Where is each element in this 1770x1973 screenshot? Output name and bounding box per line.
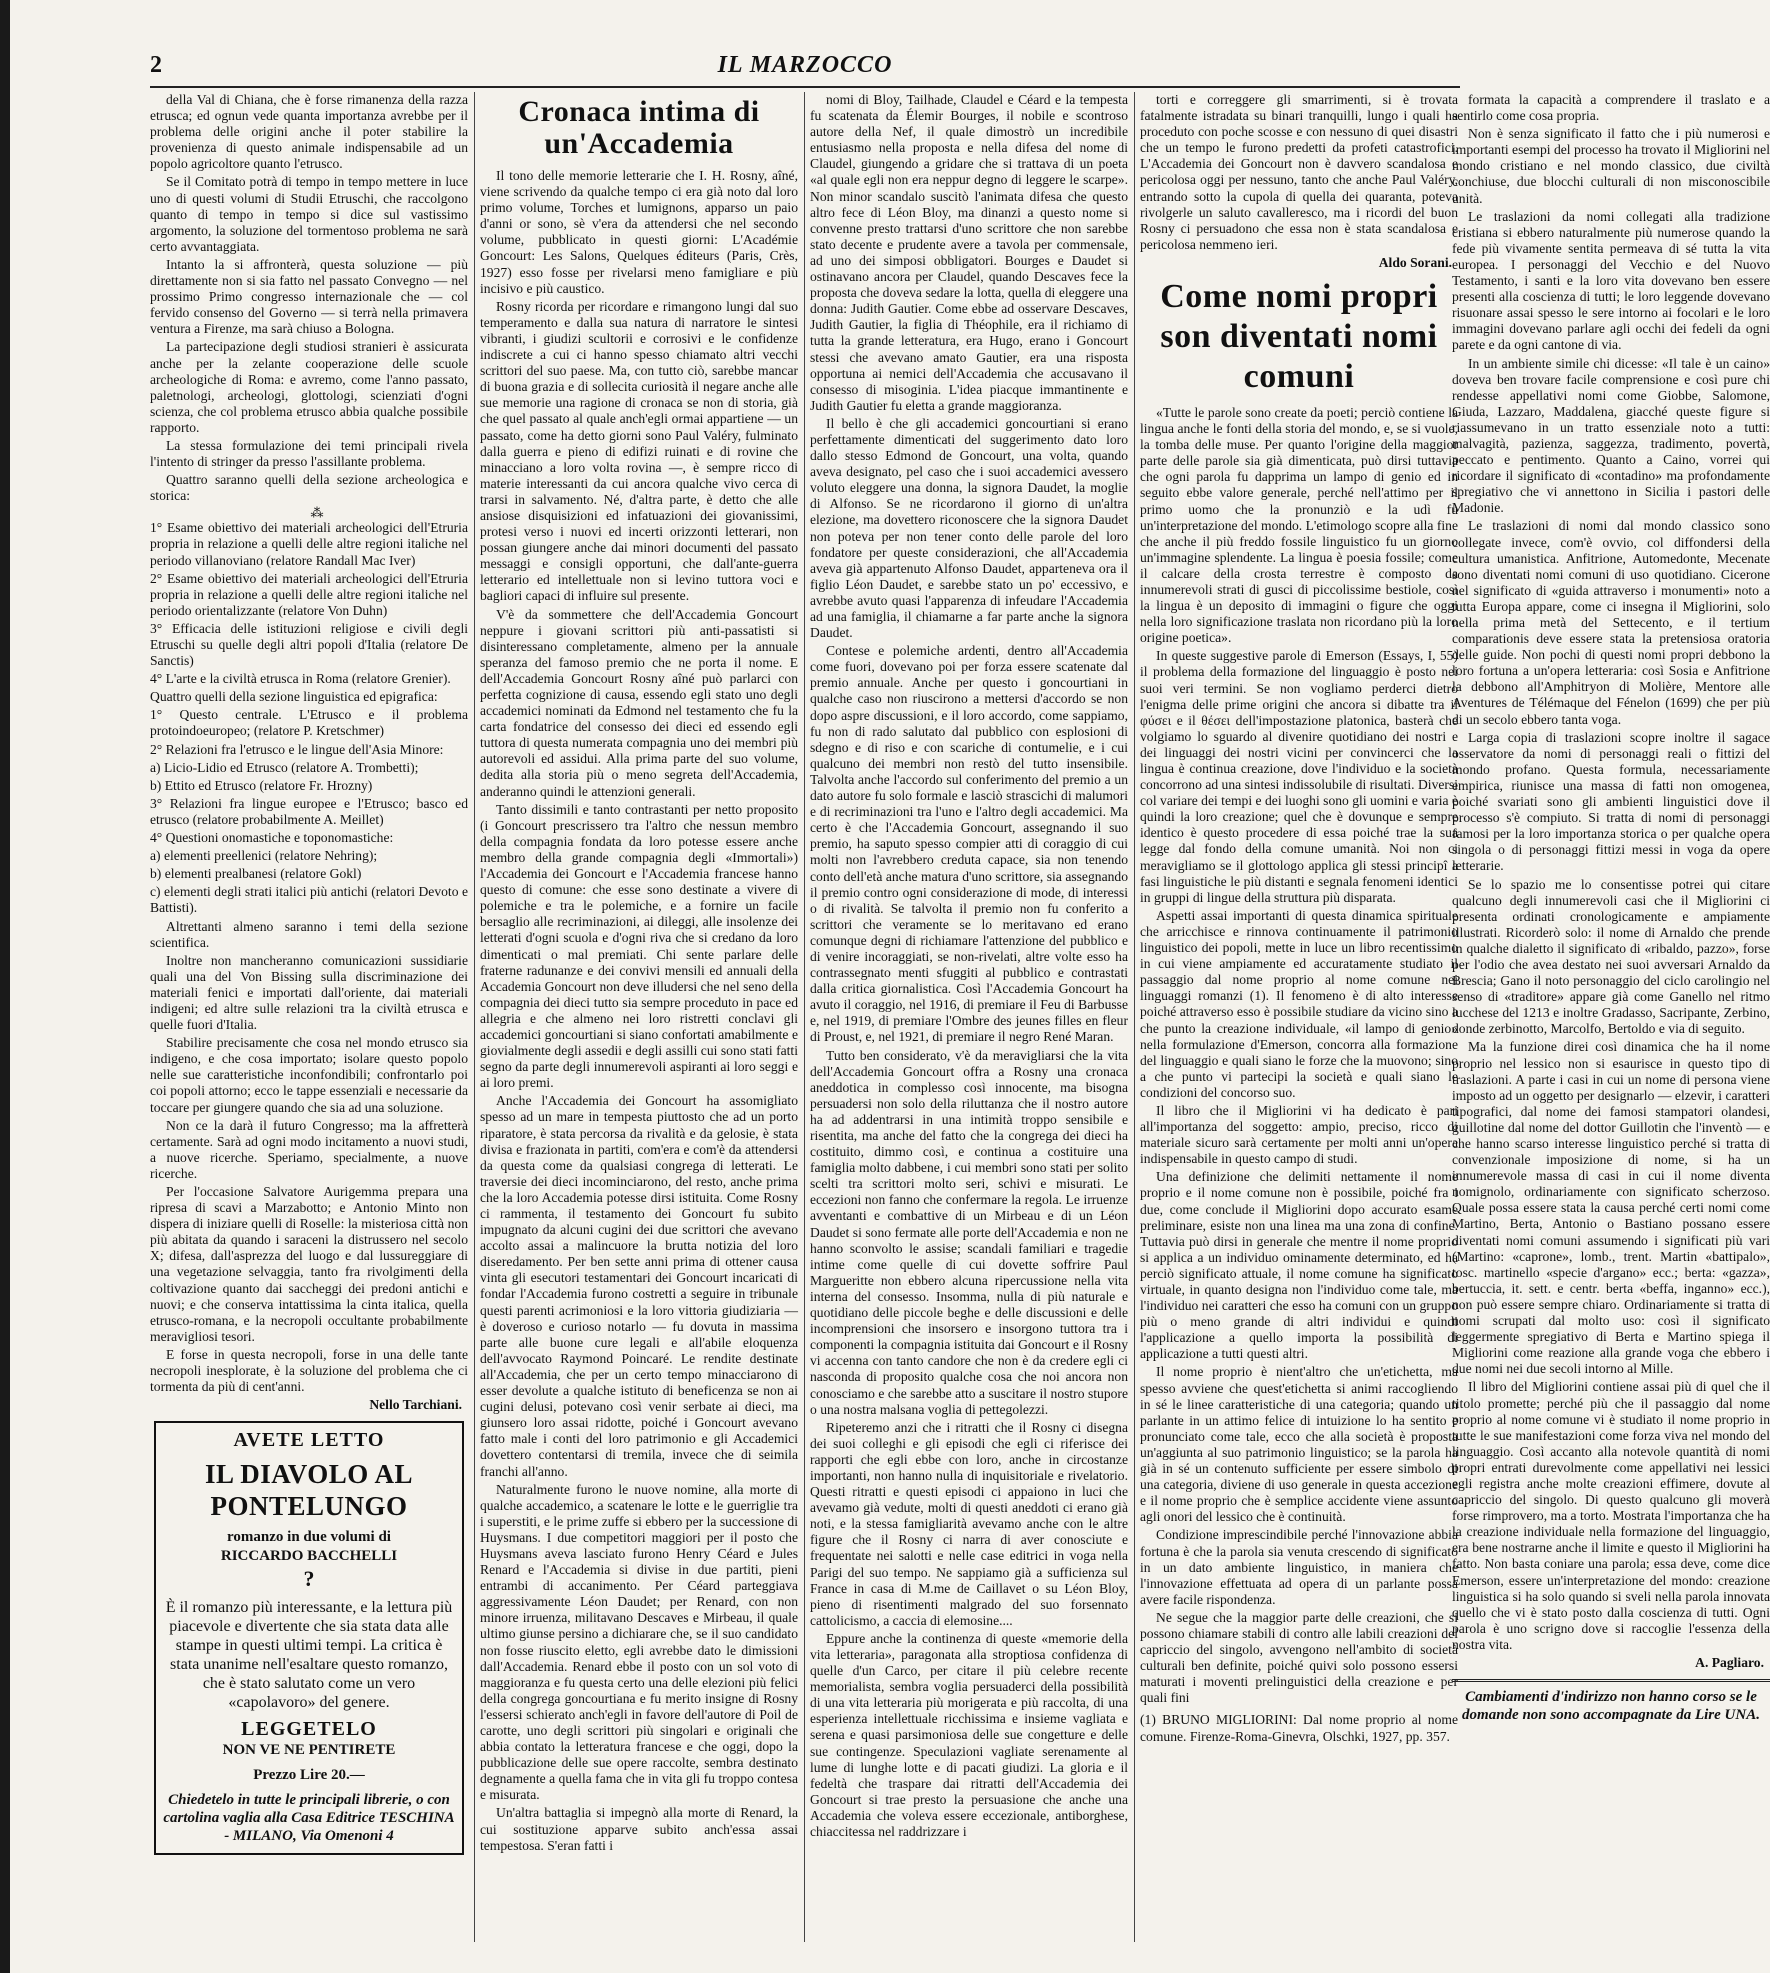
ad-subtitle: romanzo in due volumi di [227, 1529, 391, 1546]
ad-leggetelo: LEGGETELO [241, 1718, 377, 1741]
paragraph: Il libro che il Migliorini vi ha dedicato è pari all'importanza del soggetto: ampio, preciso, ricco di materiale sicuro sarà certamente per molti anni un'opera indispensabile in questo campo di studi. [1140, 1102, 1458, 1167]
col1-paras-2 [150, 919, 468, 1396]
paragraph: Intanto la si affronterà, questa soluzione — più direttamente non si sia fatto nel passato Convegno — nel prossimo Primo congresso internazionale che — col fervido consenso del Governo — si terrà nella primavera ventura a Firenze, ma sarà chiuso a Bologna. [150, 256, 468, 337]
paragraph: In queste suggestive parole di Emerson (Essays, I, 55) il problema della formazione del linguaggio è posto nei suoi veri termini. Se non vogliamo perderci dietro l'enigma delle prime origini che ancora si dibatte tra il φύσει e il θέσει dell'impostazione platonica, basterà che volgiamo lo sguardo al divenire quotidiano dei nostri e dei linguaggi dei nostri vicini per convincerci che la lingua è continua creazione, dove l'individuo e la società concorrono ad una sintesi indissolubile di risultati. Diversi col variare dei tempi e dei luoghi sono gli uomini e varia è quindi la loro creazione; quel che è dovunque e sempre identico è questo procedere di essa poiché trae la sua legge dal fondo della comune umanità. Noi non ci meravigliamo se il glottologo applica gli stessi principî a fasi linguistiche le più distanti e segnala fenomeni identici in gruppi di lingue della struttura più disparata. [1140, 648, 1458, 905]
footnote: (1) BRUNO MIGLIORINI: Dal nome proprio al nome comune. Firenze-Roma-Ginevra, Olschki, 1927, pp. 357. [1140, 1712, 1458, 1744]
paragraph: a) elementi preellenici (relatore Nehring); [150, 848, 378, 864]
paragraph: Se il Comitato potrà di tempo in tempo mettere in luce uno di questi volumi di Studii Etruschi, che raccolgono quanto di tempo in tempo si dice sul vastissimo argomento, la soluzione del tormentoso problema ne sarà certo avvantaggiata. [150, 174, 468, 254]
column-divider [1134, 92, 1135, 1942]
column-5-clip [1452, 92, 1770, 1942]
paragraph: Rosny ricorda per ricordare e rimangono lungi dal suo temperamento e dalla sua natura di narratore le sintesi vibranti, i giudizi scultorii e corrosivi e le confidenze indiscrete a cui ci hanno spesso chiamato altri vecchi scrittori del suo paese. Ma, con tutto ciò, sarebbe mancar di buona grazia e di sollecita curiosità il negare anche alle sue memorie una ragione di cronaca se non di storia, già che quel passato al quale anch'egli ormai appartiene — un passato, come ha detto giorni sono Paul Valéry, fulminato dalla guerra e pieno di edifizi ruinati e di rovine che minacciano a loro volta rovina —, è sempre ricco di materie interessanti da cui ancora qualche vivo cerca di trarsi in salvamento. Né, d'altra parte, è detto che alle ansiose disquisizioni ed infatuazioni dei giovanissimi, protesi verso i nuovi ed incerti orizzonti letterari, non possan giungere anche dai minori documenti del passato messaggi e consigli opportuni, che dall'ante-guerra letterario ed intellettuale non si levino tuttora voci e bagliori capaci di influire sul presente. [480, 298, 798, 604]
paragraph: Altrettanti almeno saranno i temi della sezione scientifica. [150, 918, 468, 950]
paragraph: Il tono delle memorie letterarie che I. H. Rosny, aîné, viene scrivendo da qualche tempo ci era già noto dal loro primo volume, Torches et lumignons, apparso un paio d'anni or sono, sè v'era da attendersi che nel secondo volume, pubblicato in questi giorni: L'Académie Goncourt: Les Salons, Quelques éditeurs (Paris, Crès, 1927) esso fosse per rivelarsi meno famigliare e più incisivo e più caustico. [480, 168, 798, 296]
paragraph: Eppure anche la continenza di queste «memorie della vita letteraria», paragonata alla stroptiosa confidenza di quelle d'un Carco, per citare il più celebre recente memorialista, sembra voglia persuaderci della possibilità di una vita letteraria più morigerata e più raccolta, di una esperienza intellettuale ricchissima e insieme vagliata e serena e quasi parsimoniosa delle sue congetture e delle sue contingenze. Speculazioni vagliate serenamente al lume di lunghe lotte e di pacati giudizi. La gloria e il fedeltà che traspare dai ritratti dell'Accademia dei Goncourt si trae presto la persuasione che anche una Accademia che voleva essere eccezionale, antiborghese, chiaccitessa nel raddrizzare i [810, 1630, 1128, 1840]
paragraph: 1° Esame obiettivo dei materiali archeologici dell'Etruria propria in relazione a quelli delle altre regioni italiche nel periodo villanoviano (relatore Randall Mac Iver) [150, 520, 468, 568]
paragraph: «Tutte le parole sono create da poeti; perciò contiene la lingua anche le fonti della storia del mondo, e, se si vuole, la tomba delle muse. Per quanto l'origine della maggior parte delle parole sia già dimenticata, può dirsi tuttavia che ogni parola fu dapprima un lampo di genio ed in seguito ebbe valore generale, perché nell'attimo per il primo uomo che la pronunziò e la udì fu un'interpretazione del mondo. L'etimologo scopre alla fine che anche il più freddo fossile linguistico fu un giorno un'immagine splendente. La lingua è poesia fossile; come il calcare della crosta terrestre è composto da innumerevoli strati di gusci di piccolissime bestiole, così la lingua è un deposito di immagini o figure che oggi nella loro significazione traslata non ricordano più la loro origine poetica». [1140, 404, 1458, 646]
paragraph: Il nome proprio è nient'altro che un'etichetta, ma spesso avviene che quest'etichetta si animi raccogliendo in sé le linee caratteristiche di una categoria; quando un parlante in un attimo felice di intuizione lo ha sentito e pronunciato come tale, ecco che alla società è proposta un'aggiunta al suo patrimonio linguistico; se la parola ha già in sé un contenuto sufficiente per essere simbolo di una categoria, diviene di uso generale in questa accezione e il nome proprio che è semplice accidente viene assunto agli onori del lessico che è continuità. [1140, 1364, 1458, 1525]
paragraph: 4° Questioni onomastiche e toponomastiche: [150, 830, 394, 846]
paragraph: Se lo spazio me lo consentisse potrei qui citare qualcuno degli innumerevoli casi che il Migliorini ci presenta ordinati cronologicamente e ampiamente illustrati. Ricorderò solo: il nome di Arnaldo che prende in qualche dialetto il significato di «ribaldo, pazzo», forse per l'odio che avea destato nei suoi avversari Arnaldo da Brescia; Gano il noto personaggio del ciclo carolingio nel senso di «traditore» appare già come Ganello nel ritmo lucchese del 1213 e inoltre Gradasso, Sacripante, Zerbino, donde zerbinotto, Marcolfo, Bertoldo e via di seguito. [1452, 876, 1770, 1037]
paragraph: 3° Relazioni fra lingue europee e l'Etrusco; basco ed etrusco (relatore probabilmente A. Meillet) [150, 795, 468, 827]
col4-paras-2 [1140, 405, 1458, 1707]
article-title: Come nomi propri son diventati nomi comuni [1160, 277, 1438, 395]
ad-body: È il romanzo più interessante, e la lettura più piacevole e divertente che sia stata data alle stampe in questi ultimi tempi. La critica è stata unanime nell'esaltare questo romanzo, che è stato salutato come un vero «capolavoro» del genere. [165, 1599, 453, 1712]
col1-topics-list [150, 520, 468, 916]
paragraph: Un'altra battaglia si impegnò alla morte di Renard, la cui sostituzione apparve subito anch'essa assai tempestosa. S'eran fatti i [480, 1805, 798, 1853]
paragraph: Tutto ben considerato, v'è da meravigliarsi che la vita dell'Accademia Goncourt offra a Rosny una cronaca aneddotica in complesso così innocente, ma bisogna persuadersi non solo della riluttanza che il nostro autore ha ad addentrarsi in una intimità troppo sensibile e risentita, ma anche del fatto che la congrega dei dieci ha costituito, dimmo così, e continua a costituire una famiglia molto dabbene, i cui membri sono stati per solito scelti tra scrittori molto seri, schivi e misurati. Le eccezioni non fanno che confermare la regola. Le irruenze avventanti e combattive di un Mirbeau e di un Léon Daudet si sono fermate alle porte dell'Accademia e non ne hanno sconvolto le assise; scandali familiari e tragedie intime come quelle di cui dovette soffrire Paul Margueritte non ebbero alcuna ripercussione nella vita interna del consesso. Insomma, nulla di più naturale e quotidiano delle piccole beghe e delle discussioni e delle incomprensioni che insorsero e insorgono tuttora tra i componenti la compagnia istituita dai Goncourt e il Rosny vi accenna con tanto candore che non è da credere egli ci nasconda di proposito qualche cosa che noi ancora non conosciamo e che sarebbe atto a suscitare il nostro stupore o una nostra malsana voglia di pettegolezzi. [810, 1047, 1128, 1417]
paragraph: Le traslazioni da nomi collegati alla tradizione cristiana si ebbero naturalmente più numerose quando la fede più vivamente sentita permeava di sé tutta la vita europea. I personaggi del Vecchio e del Nuovo Testamento, i santi e la loro vita dovevano ben essere presenti alla coscienza di tutti; le loro leggende dovevano risuonare assai spesso le sere intorno ai focolari e le loro immagini dovevano parlare agli occhi dei fedeli da ogni parete e da ogni cantone di via. [1452, 208, 1770, 353]
page-header [150, 52, 1460, 84]
ad-author: RICCARDO BACCHELLI [220, 1548, 398, 1565]
paragraph: In un ambiente simile chi dicesse: «Il tale è un caino» doveva ben trovare facile comprensione e così pure chi rendesse appellativi nomi come Giobbe, Salomone, Giuda, Lazzaro, Maddalena, giacché queste figure si riassumevano in un tratto essenziale noto a tutti: malvagità, pazienza, saggezza, tradimento, povertà, peccato e pentimento. Quanto a Caino, vorrei qui ricordare il significato di «contadino» ma profondamente spregiativo che vi annettono in Sicilia i pastori delle Madonie. [1452, 355, 1770, 516]
paragraph: formata la capacità a comprendere il traslato e a sentirlo come cosa propria. [1452, 92, 1770, 124]
paragraph: Larga copia di traslazioni scopre inoltre il sagace osservatore da nomi di personaggi reali o fittizi del mondo profano. Questa formula, necessariamente empirica, riunisce una massa di fatti non omogenea, poiché svariati sono gli ambienti linguistici dove il processo s'è compiuto. Si tratta di nomi di personaggi famosi per la loro importanza storica o per qualche opera singola o di personaggi fittizi messi in voga da opere letterarie. [1452, 729, 1770, 874]
column-5 [1452, 92, 1770, 1724]
paragraph: a) Licio-Lidio ed Etrusco (relatore A. Trombetti); [150, 759, 419, 775]
column-divider [804, 92, 805, 1942]
paragraph: Anche l'Accademia dei Goncourt ha assomigliato spesso ad un mare in tempesta piuttosto che ad un porto riparatore, è stata percorsa da rivalità e da gelosie, è stata divisa e frazionata in partiti, com'era e com'è da attendersi da questa come da qualsiasi congrega di letterati. Le traversie dei dieci incominciarono, del resto, anche prima che la loro Accademia potesse dirsi istituita. Come Rosny ci rammenta, il testamento dei Goncourt fu subito impugnato da alcuni cugini dei due scrittori che avevano accolto assai a malincuore la brutta notizia del loro diseredamento. Per ben sette anni prima di ottener causa vinta gli esecutori testamentari dei Goncourt incaricati di fondar l'Accademia furono costretti a seguire in tribunale questi parenti acrimoniosi e la loro vittoria giudiziaria — è doveroso e curioso notarlo — fu dovuta in massima parte alle buone cure legali e all'abile eloquenza dell'avvocato Raymond Poincaré. Le rendite destinate all'Accademia, che per un certo tempo minacciarono di esser devolute a qualche istituto di beneficenza se non ai cugini delusi, potevano così venir serbate ai dieci, ma giunsero loro assai ridotte, poiché i Goncourt avevano fatto male i conti del loro patrimonio e gli Accademici dovettero contentarsi di tremila, invece che di seimila franchi all'anno. [480, 1093, 798, 1479]
paragraph: Naturalmente furono le nuove nomine, alla morte di qualche accademico, a scatenare le lotte e le guerriglie tra i superstiti, e le prime zuffe si ebbero per la successione di Huysmans. I due competitori maggiori per il posto che Huysmans aveva lasciato furono Henry Céard e Jules Renard e l'Accademia si divise in due partiti, pieni entrambi di accanimento. Per Céard parteggiava aggressivamente Léon Daudet; per Renard, con non minore irruenza, militavano Descaves e Mirbeau, il quale ultimo giunse persino a dichiarare che, se il suo candidato non fosse riuscito eletto, egli avrebbe dato le dimissioni dall'Accademia. Renard ebbe il posto con un sol voto di maggioranza e fu questa certo una delle elezioni più felici della congrega goncourtiana e fu merito insigne di Rosny l'essersi schierato anch'egli in favore dell'autore di Poil de carotte, uno degli scrittori più singolari e originali che abbia contato la letteratura francese e che oggi, dopo la pubblicazione delle sue opere raccolte, sembra destinato degnamente a quella fama che in vita gli fu troppo contesa e misurata. [480, 1481, 798, 1803]
column-3 [810, 92, 1128, 1942]
column-divider [474, 92, 475, 1942]
paragraph: della Val di Chiana, che è forse rimanenza della razza etrusca; ed ognun vede quanta importanza avrebbe per il problema delle origini anche il poter stabilire la provenienza di questo animale indispensabile ad un popolo agricoltore quanto l'etrusco. [150, 92, 468, 172]
column-1 [150, 92, 468, 1942]
paragraph: b) elementi prealbanesi (relatore Gokl) [150, 866, 362, 882]
paragraph: Non è senza significato il fatto che i più numerosi e importanti esempi del processo ha trovato il Migliorini nel mondo cristiano e nel mondo classico, due civiltà conchiuse, due blocchi culturali di non misconoscibile unità. [1452, 126, 1770, 206]
paragraph: torti e correggere gli smarrimenti, si è trovata fatalmente istradata su binari tranquilli, lungo i quali ha proceduto con poche scosse e con nessuno di quei disastri che un tempo le furono predetti da profeti catastrofici. L'Accademia dei Goncourt non è davvero scandalosa e pericolosa oggi per nessuno, tanto che anche Paul Valéry, entrando sotto la cupola di quella dei quaranta, poteva rivolgerle un saluto cavalleresco, ma i ricordi del buon Rosny ci persuadono che essa non è stata scandalosa e pericolosa nemmeno ieri. [1140, 92, 1458, 252]
paragraph: 2° Esame obiettivo dei materiali archeologici dell'Etruria propria in relazione a quelli delle altre regioni italiche nel periodo orientalizzante (relatore Von Duhn) [150, 570, 468, 618]
ad-ornament-icon: ? [303, 1566, 315, 1592]
header-rule [150, 86, 1460, 88]
ad-price: Prezzo Lire 20.— [253, 1767, 365, 1784]
col3-paras [810, 92, 1128, 1840]
paragraph: E forse in questa necropoli, forse in una delle tante necropoli inesplorate, è la soluzione del problema che ci tormenta da più di cent'anni. [150, 1346, 468, 1395]
ad-order-info: Chiedetelo in tutte le principali librerie, o con cartolina vaglia alla Casa Editrice TESCHINA - MILANO, Via Omenoni 4 [163, 1792, 455, 1845]
paragraph: Contese e polemiche ardenti, dentro all'Accademia come fuori, dovevano poi per forza essere scatenate dal premio annuale. Anche per questo i goncourtiani in qualche caso non riuscirono a mettersi d'accordo se non dopo aspre discussioni, e il loro accordo, come sappiamo, fu non di rado salutato dal pubblico con esplosioni di sdegno e di riso e con scariche di contumelie, e i cui qualcuno dei membri non restò del tutto insensibile. Talvolta anche l'accordo sul conferimento del premio a un dato autore fu solo formale e lasciò strascichi di malumori e di recriminazioni tra l'uno e l'altro degli accademici. Ma certo è che l'Accademia Goncourt, assegnando il suo premio, ha saputo spesso compier atti di coraggio di cui molti non l'avrebbero creduta capace, sia non tenendo conto dell'età anche matura d'uno scrittore, sia assegnando il premio contro ogni considerazione di mode, di interessi o di rivalità. Se talvolta il premio non fu conferito a scrittori che veramente se lo meritavano ed erano comunque degni di richiamare l'attenzione del pubblico e di venire incoraggiati, se non-rivelati, altre volte esso ha contrassegnato menti sfuggiti al pubblico e contrastati dalla critica giornalistica. Così l'Accademia Goncourt ha avuto il coraggio, nel 1916, di premiare il Feu di Barbusse e, nel 1919, di premiare l'Ombre des jeunes filles en fleur di Proust, e, nel 1921, di premiare il negro René Maran. [810, 643, 1128, 1045]
column-2 [480, 92, 798, 1942]
paragraph: Aspetti assai importanti di questa dinamica spirituale che arricchisce e rinnova continuamente il patrimonio linguistico dei popoli, mette in luce un libro recentissimo in cui viene ampiamente ed accuratamente studiato il passaggio dal nome proprio al nome comune nei linguaggi romanzi (1). Il fenomeno è di alto interesse poiché attraverso esso è possibile studiare da vicino sino a che punto la creazione individuale, «il lampo di genio» nella formulazione d'Emerson, concorra alla formazione del linguaggio e quali siano le forze che la muovono; sino a che punto vi partecipi la società e quali siano le condizioni del concorso suo. [1140, 907, 1458, 1100]
paragraph: Il libro del Migliorini contiene assai più di quel che il titolo promette; perché più che il passaggio dal nome proprio al nome comune vi è studiato il nome proprio in tutte le sue manifestazioni come forza viva nel mondo del linguaggio. Così accanto alla notevole quantità di nomi propri entrati durevolmente come appellativi nei lessici egli registra anche molte creazioni effimere, dovute al capriccio del singolo. Di questo qualcuno gli moverà forse rimprovero, ma a torto. Mostrata l'importanza che ha la creazione individuale nella formazione del linguaggio, era bene nostrarne anche il limite e questo il Migliorini ha fatto. Non basta coniare una parola; essa deve, come dice Emerson, essere un'interpretazione del mondo: creazione linguistica si ha solo quando si sveli nella parola innovata quello che vi è stato posto dalla coscienza di tutti. Ogni parola è uno scrigno dove si raccoglie l'essenza della nostra vita. [1452, 1379, 1770, 1652]
paragraph: 3° Efficacia delle istituzioni religiose e civili degli Etruschi su quelle degli altri popoli d'Italia (relatore De Sanctis) [150, 620, 468, 669]
paragraph: Il bello è che gli accademici goncourtiani si erano perfettamente dimenticati del suggerimento dato loro dallo stesso Edmond de Goncourt, una volta, quando aveva designato, pel caso che i suoi accademici avessero voluto eleggere una donna, la signora Daudet, la moglie di Alfonso. Se ne ricordarono il giorno di un'altra elezione, ma dovettero riconoscere che la signora Daudet non poteva per non tener conto delle parole del loro fondatore per queste considerazioni, che all'Accademia aveva già appartenuto Alfonso Daudet, apparteneva ora il figlio Léon Daudet, e sarebbe stato un po' eccessivo, e avrebbe avuto quasi l'apparenza di infeudare l'Accademia ad una famiglia, il chiamarne a far parte anche la signora Daudet. [810, 415, 1128, 641]
col5-paras [1452, 92, 1770, 1653]
paragraph: La partecipazione degli studiosi stranieri è assicurata anche per la zelante cooperazione delle scuole archeologiche di Roma: e avremo, come l'anno passato, paletnologi, archeologi, glottologi, scienziati d'ogni scienza, che col problema etrusco abbia qualche possibile rapporto. [150, 339, 468, 435]
paragraph: 4° L'arte e la civiltà etrusca in Roma (relatore Grenier). [150, 671, 451, 687]
paragraph: b) Ettito ed Etrusco (relatore Fr. Hrozny) [150, 777, 373, 793]
address-change-notice: Cambiamenti d'indirizzo non hanno corso se le domande non sono accompagnate da Lire UNA. [1452, 1679, 1770, 1724]
paragraph: 2° Relazioni fra l'etrusco e le lingue dell'Asia Minore: [150, 741, 444, 757]
paragraph: Quattro quelli della sezione linguistica ed epigrafica: [150, 689, 438, 705]
paragraph: Stabilire precisamente che cosa nel mondo etrusco sia indigeno, e che cosa importato; isolare questo popolo nelle sue caratteristiche inconfondibili; confrontarlo poi coi popoli attorno; ecco le tappe essenziali e necessarie da toccare per giungere quando che sia ad una soluzione. [150, 1035, 468, 1115]
paragraph: Ripeteremo anzi che i ritratti che il Rosny ci disegna dei suoi colleghi e gli episodi che egli ci riferisce dei rapporti che egli ebbe con loro, anche in circostanze importanti, non hanno nulla di inquisitoriale e rivelatorio. Questi ritratti e questi episodi ci appaiono in luci che avevamo già vedute, molti di questi aneddoti ci erano già noti, e la stessa famigliarità avevamo anche con le altre figure che il Rosny ci narra di aver conosciute e frequentate nei salotti e nelle case editrici in voga nella Parigi del suo tempo. Ne sappiamo già a sufficienza sul France in casa di M.me de Caillavet o su Léon Bloy, pieno di risentimenti malgrado del suo forsennato cattolicismo, a caccia di elemosine.... [810, 1419, 1128, 1628]
article-signature: A. Pagliaro. [1695, 1655, 1764, 1670]
book-advertisement [154, 1421, 464, 1855]
article-signature: Aldo Sorani. [1378, 254, 1452, 270]
paragraph: c) elementi degli strati italici più antichi (relatori Devoto e Battisti). [150, 884, 468, 916]
paragraph: Quattro saranno quelli della sezione archeologica e storica: [150, 472, 468, 504]
paragraph: Ma la funzione direi così dinamica che ha il nome proprio nel lessico non si esaurisce in questo tipo di traslazioni. A parte i casi in cui un nome di persona viene imposto ad un oggetto per designarlo — elzevir, i caratteri tipografici, dal nome dei famosi stampatori olandesi, guillotine dal nome del dottor Guillotin che l'inventò — e che hanno scarso interesse linguistico perché si tratta di convenzionale imposizione di nome, si ha un innumerevole massa di casi in cui il nome diventa nomignolo, ordinariamente con significato scherzoso. Quale possa essere stata la causa perché certi nomi come Martino, Berta, Antonio o Bastiano possano essere diventati nomi comuni assumendo i significati più vari (Martino: «caprone», lomb., trent. Martin «battipalo», tosc. martinello «specie d'argano» ecc.; berta: «gazza», bertuccia, it. sett. e centr. berta «beffa, inganno» ecc.), non può essere sempre chiaro. Ordinariamente si tratta di nomi scrupati dal molto uso: così il significato leggermente spregiativo di Berta e Martino spiega il Migliorini come reazione alla grande voga che ebbero i due nomi nei due secoli intorno al Mille. [1452, 1039, 1770, 1377]
col4-paras [1140, 92, 1458, 253]
paragraph: Ne segue che la maggior parte delle creazioni, che si possono chiamare stabili di contro alle labili creazioni del capriccio del singolo, avvengono nell'ambito di società culturali ben definite, poiché quivi solo possono essersi maturati i moventi prelinguistici della creazione e per quali fini [1140, 1609, 1458, 1706]
paragraph: nomi di Bloy, Tailhade, Claudel e Céard e la tempesta fu scatenata da Élemir Bourges, il nobile e scontroso autore della Nef, il quale dimostrò un incredibile entusiasmo nella proposta e nella difesa del nome di Claudel, giungendo a gridare che si trattava di un poeta «al quale egli non era neppur degno di leggere le scarpe». Non minor scandalo suscitò l'animata difesa che questo altro fece di Léon Bloy, ma dinanzi a questo nome si convenne presto trattarsi d'uno scrittore che non sarebbe stato decente e prudente avere a tavola per commensale, ad uno dei simposi obbligatori. Bourges e Daudet si ostinavano ancora per Claudel, quando Descaves fece la proposta che doveva sedare la lotta, quella di eleggere una donna: Judith Gautier. Come ebbe ad osservare Descaves, Judith Gautier, la figlia di Théophile, era il richiamo di tutta la grande letteratura, era Hugo, erano i Goncourt stessi che avevano amato Gautier, era una risposta opportuna ai nemici dell'Accademia che accusavano il consesso di misoginia. L'idea piacque immantinente e Judith Gautier fu eletta a grande maggioranza. [810, 92, 1128, 413]
ad-heading: AVETE LETTO [233, 1429, 385, 1452]
section-separator: ⁂ [310, 505, 324, 521]
paragraph: Inoltre non mancheranno comunicazioni sussidiarie quali una del Von Bissing sulla discriminazione dei materiali fenici e importati dall'oriente, dai materiali indigeni; ed altre sulle relazioni tra la civiltà etrusca e quelle fuori d'Italia. [150, 952, 468, 1033]
paragraph: 1° Questo centrale. L'Etrusco e il problema protoindoeuropeo; (relatore P. Kretschmer) [150, 707, 468, 739]
ad-book-title: IL DIAVOLO AL PONTELUNGO [204, 1459, 414, 1522]
ad-pentirete: NON VE NE PENTIRETE [222, 1742, 396, 1759]
col2-paras [480, 168, 798, 1854]
paragraph: Per l'occasione Salvatore Aurigemma prepara una ripresa di scavi a Marzabotto; e Antonio Minto non dispera di iniziare quelli di Roselle: la misteriosa città non più abitata da quando i saraceni la distrussero nel secolo X; difesa, dall'asprezza del luogo e dal lussureggiare di una vegetazione selvaggia, tanto fra rivolgimenti della coltivazione quanto dai saccheggi dei predoni antichi e nuovi; e che conserva intattissima la cinta italica, quella etrusco-romana, e la necropoli occultante probabilmente meravigliosi tesori. [150, 1184, 468, 1344]
article-signature: Nello Tarchiani. [369, 1397, 462, 1413]
page-number: 2 [150, 52, 162, 78]
paragraph: Tanto dissimili e tanto contrastanti per netto proposito (i Goncourt prescrissero tra l'altro che nessun membro della compagnia fondata da loro potesse essere anche membro della grande compagnia degli «Immortali») l'Accademia dei Goncourt e l'Accademia francese hanno questo di comune: che esse sono destinate a vivere di polemiche e tra le polemiche, e a fornire un facile bersaglio alle recriminazioni, ai dileggi, alle insolenze dei letterati d'ogni scuola e d'ogni riva che si credano da loro dimenticati o mal premiati. Chi sente parlare delle fraterne radunanze e dei convivi mensili ed annuali della Accademia Goncourt non deve illudersi che nel seno della compagnia dei dieci tutto sia sempre proceduto in pace ed allegria e che almeno nei loro ristretti conclavi gli accademici goncourtiani si siano confortati amabilmente e giovialmente degli assedii e degli assilli cui sono stati fatti segno da parte degli innumerevoli aspiranti ai loro seggi e ai loro premi. [480, 801, 798, 1091]
column-4 [1140, 92, 1458, 1942]
running-title: IL MARZOCCO [717, 52, 893, 78]
paragraph: Condizione imprescindibile perché l'innovazione abbia fortuna è che la parola sia venuta crescendo di significato in un dato ambiente linguistico, in maniera che l'innovazione effettuata ad opera di un parlante possa avere facile rispondenza. [1140, 1527, 1458, 1607]
col1-paras [150, 92, 468, 504]
paragraph: Le traslazioni di nomi dal mondo classico sono collegate invece, com'è ovvio, col diffondersi della cultura umanistica. Anfitrione, Automedonte, Mecenate sono diventati nomi comuni di uso quotidiano. Cicerone nel significato di «guida attraverso i monumenti» noto a tutta Europa appare, come ci insegna il Migliorini, solo nella prima metà del Settecento, e il tertium comparationis deve essere stata la pretensiosa oratoria delle guide. Non pochi di questi nomi propri debbono la loro fortuna a un'opera letteraria: così Sosia e Anfitrione la debbono all'Amphitryon di Molière, Mentore alle Aventures de Télémaque del Fénelon (1699) che per più di un secolo ebbero tanta voga. [1452, 518, 1770, 727]
paragraph: Non ce la darà il futuro Congresso; ma la affretterà certamente. Sarà ad ogni modo incitamento a nuovi studi, a nuove ricerche. Speriamo, specialmente, a nuove ricerche. [150, 1117, 468, 1181]
paragraph: La stessa formulazione dei temi principali rivela l'intento di stringer da presso l'assillante problema. [150, 437, 468, 470]
paragraph: V'è da sommettere che dell'Accademia Goncourt neppure i giovani scrittori più anti-passatisti si disinteressano completamente, almeno per la annuale speranza del famoso premio che ne porta il nome. E dell'Accademia Goncourt Rosny aîné può parlarci con perfetta cognizione di causa, essendo egli stato uno degli accademici nominati da Edmond nel testamento che fu la carta fondatrice del consesso dei dieci ed essendo egli tuttora di questa numerata compagnia uno dei membri più autorevoli ed assidui. Alla prima parte del suo volume, dedita alla storia più o meno segreta dell'Accademia, anderanno quindi le attenzioni generali. [480, 606, 798, 799]
paragraph: Una definizione che delimiti nettamente il nome proprio e il nome comune non è possibile, poiché fra i due, come conclude il Migliorini dopo accurato esame preliminare, esiste non una linea ma una zona di confine. Tuttavia può dirsi in generale che mentre il nome proprio si applica a un individuo ominamente determinato, ed ha perciò significato attuale, il nome comune ha significato virtuale, in quanto designa non l'individuo come tale, ma l'individuo nei caratteri che esso ha comuni con un gruppo più o meno grande di altri individui e quindi l'applicazione a quello importa la possibilità di applicazione a tutti questi altri. [1140, 1169, 1458, 1362]
article-title: Cronaca intima di un'Accademia [518, 95, 760, 160]
